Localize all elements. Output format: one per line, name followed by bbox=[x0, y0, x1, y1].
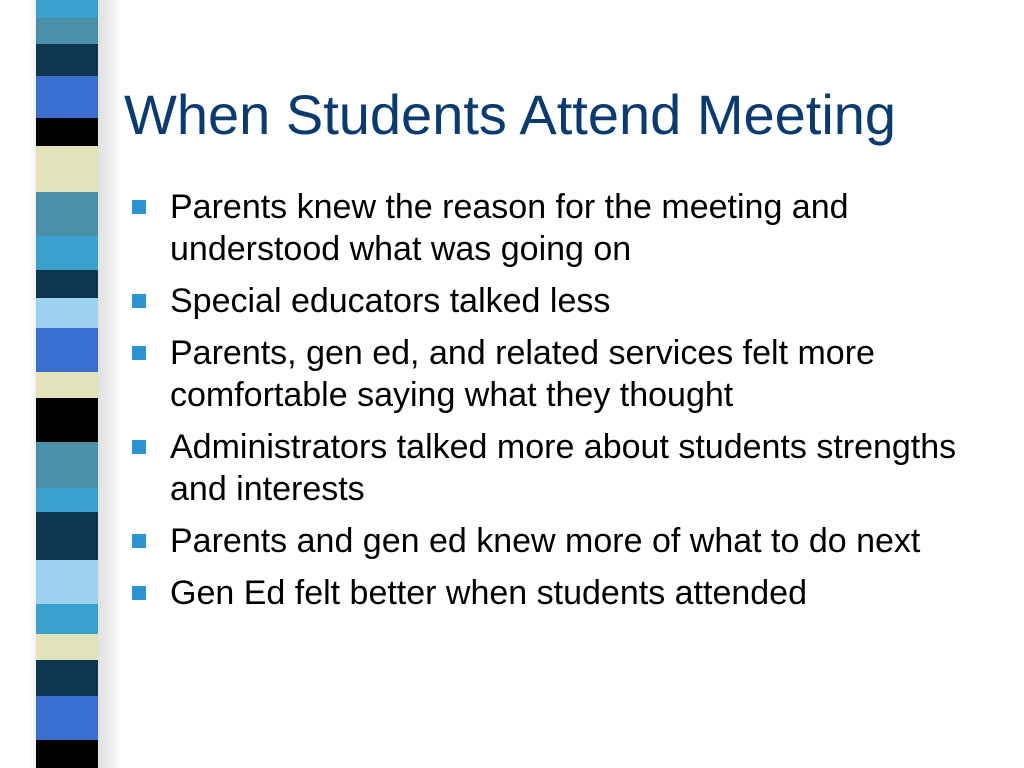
bullet-item bbox=[130, 186, 990, 270]
bullet-text: Parents and gen ed knew more of what to do next bbox=[170, 522, 921, 560]
square-bullet-icon bbox=[132, 200, 146, 214]
strip-block bbox=[36, 44, 98, 76]
strip-block bbox=[36, 398, 98, 442]
strip-block bbox=[36, 192, 98, 236]
strip-block bbox=[36, 236, 98, 270]
strip-block bbox=[36, 488, 98, 512]
strip-block bbox=[36, 146, 98, 192]
bullet-item bbox=[130, 520, 990, 562]
strip-block bbox=[36, 560, 98, 604]
strip-block bbox=[36, 442, 98, 488]
bullet-text: Parents knew the reason for the meeting and understood what was going on bbox=[170, 188, 849, 268]
strip-block bbox=[36, 696, 98, 740]
strip-block bbox=[36, 118, 98, 146]
bullet-item bbox=[130, 426, 990, 510]
bullet-item bbox=[130, 280, 990, 322]
decorative-side-strip bbox=[0, 0, 120, 768]
strip-block bbox=[36, 634, 98, 660]
strip-block bbox=[36, 76, 98, 118]
strip-block bbox=[36, 740, 98, 768]
bullet-item bbox=[130, 332, 990, 416]
bullet-text: Parents, gen ed, and related services felt more comfortable saying what they thought bbox=[170, 334, 875, 414]
strip-block bbox=[36, 0, 98, 18]
strip-block bbox=[36, 328, 98, 372]
square-bullet-icon bbox=[132, 294, 146, 308]
square-bullet-icon bbox=[132, 534, 146, 548]
strip-block bbox=[36, 604, 98, 634]
bullet-text: Administrators talked more about students strengths and interests bbox=[170, 428, 957, 508]
strip-block bbox=[36, 512, 98, 560]
strip-block bbox=[36, 298, 98, 328]
strip-block bbox=[36, 270, 98, 298]
bullet-text: Special educators talked less bbox=[170, 282, 611, 320]
striped-bar bbox=[36, 0, 98, 768]
square-bullet-icon bbox=[132, 346, 146, 360]
strip-block bbox=[36, 372, 98, 398]
square-bullet-icon bbox=[132, 440, 146, 454]
strip-block bbox=[36, 18, 98, 44]
square-bullet-icon bbox=[132, 586, 146, 600]
bullet-list bbox=[130, 186, 990, 624]
slide-title: When Students Attend Meeting bbox=[124, 83, 897, 146]
bullet-text: Gen Ed felt better when students attended bbox=[170, 574, 807, 612]
strip-block bbox=[36, 660, 98, 696]
bullet-item bbox=[130, 572, 990, 614]
